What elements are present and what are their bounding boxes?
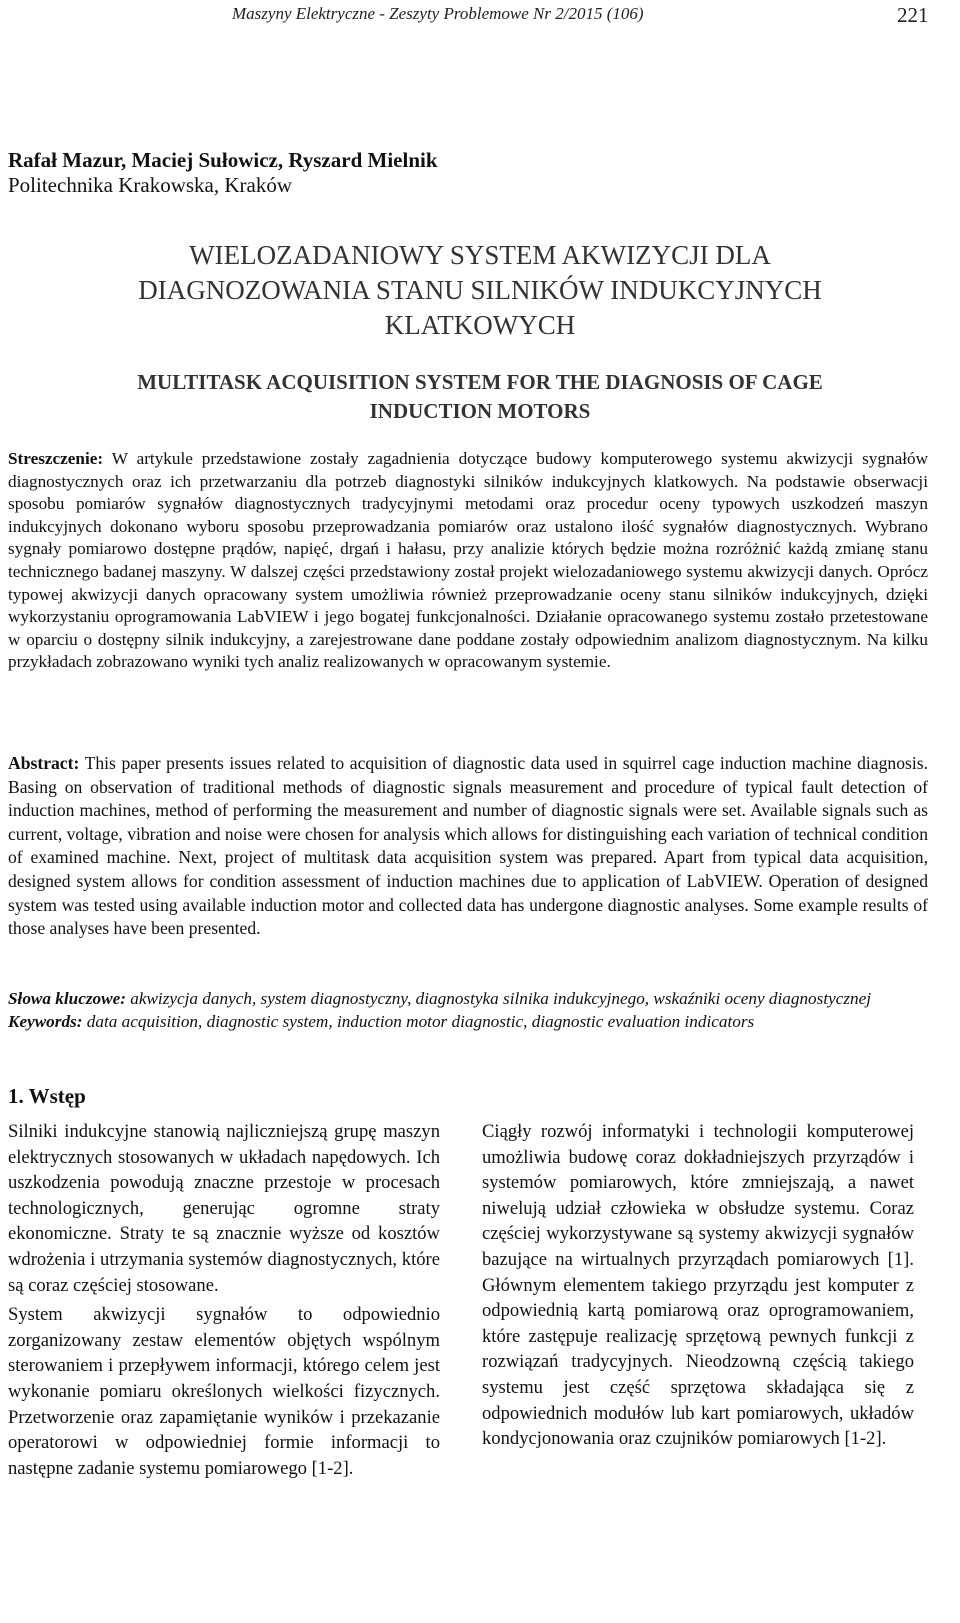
title-english-line: INDUCTION MOTORS bbox=[369, 399, 591, 423]
running-header bbox=[0, 0, 960, 40]
keywords-english bbox=[8, 1011, 928, 1034]
paragraph: Ciągły rozwój informatyki i technologii komputerowej umożliwia budowę coraz dokładniejszych przyrządów i systemów pomiarowych, które zmniejszają, a nawet niwelują udział człowieka w obsłudze systemu. Coraz częściej wykorzystywane są systemy akwizycji sygnałów bazujące na wirtualnych przyrządach pomiarowych [1]. Głównym elementem takiego przyrządu jest komputer z odpowiednią kartą pomiarową oraz oprogramowaniem, które zastępuje realizację sprzętową pewnych funkcji z rozwiązań tradycyjnych. Nieodzowną częścią takiego systemu jest część sprzętowa składająca się z odpowiednich modułów lub kart pomiarowych, układów kondycjonowania oraz czujników pomiarowych [1-2]. bbox=[482, 1121, 914, 1450]
keywords-english-text: data acquisition, diagnostic system, induction motor diagnostic, diagnostic evaluation indicators bbox=[82, 1011, 755, 1031]
paragraph: Silniki indukcyjne stanowią najliczniejszą grupę maszyn elektrycznych stosowanych w układach napędowych. Ich uszkodzenia powodują znaczne przestoje w procesach technologicznych, generując ogromne straty ekonomiczne. Straty te są znacznie wyższe od kosztów wdrożenia i utrzymania systemów diagnostycznych, które są coraz częściej stosowane. bbox=[8, 1121, 440, 1296]
title-english bbox=[0, 368, 960, 426]
title-polish bbox=[0, 238, 960, 343]
author-block bbox=[8, 148, 438, 198]
section-heading: 1. Wstęp bbox=[8, 1084, 86, 1108]
abstract-polish-text: W artykule przedstawione zostały zagadnienia dotyczące budowy komputerowego systemu akwizycji sygnałów diagnostycznych oraz ich przetwarzaniu dla potrzeb diagnostyki silników indukcyjnych klatkowych. Na podstawie obserwacji sposobu pomiarów sygnałów diagnostycznych tradycyjnymi metodami oraz procedur oceny typowych uszkodzeń maszyn indukcyjnych dokonano wyboru sposobu przeprowadzania pomiarów oraz ustalono ilość sygnałów diagnostycznych. Wybrano sygnały pomiarowo dostępne prądów, napięć, drgań i hałasu, przy analizie których będzie można rozróżnić każdą zmianę stanu technicznego badanej maszyny. W dalszej części przedstawiony został projekt wielozadaniowego systemu akwizycji danych. Oprócz typowej akwizycji danych opracowany system umożliwia również przeprowadzanie oceny stanu silników indukcyjnych, dzięki wykorzystaniu oprogramowania LabVIEW i jego bogatej funkcjonalności. Działanie opracowanego systemu zostało przetestowane w oparciu o dostępny silnik indukcyjny, a zarejestrowane dane poddane zostały odpowiednim analizom diagnostycznym. Na kilku przykładach zobrazowano wyniki tych analiz realizowanych w opracowanym systemie. bbox=[8, 449, 928, 672]
keywords-block bbox=[8, 988, 928, 1034]
column-left bbox=[8, 1119, 440, 1485]
keywords-polish-label: Słowa kluczowe: bbox=[8, 989, 126, 1008]
title-polish-line: KLATKOWYCH bbox=[384, 310, 576, 340]
journal-title: Maszyny Elektryczne - Zeszyty Problemowe Nr 2/2015 (106) bbox=[232, 4, 644, 23]
keywords-polish bbox=[8, 988, 928, 1011]
title-polish-line: DIAGNOZOWANIA STANU SILNIKÓW INDUKCYJNYCH bbox=[138, 275, 822, 305]
abstract-english-text: This paper presents issues related to acquisition of diagnostic data used in squirrel cage induction machine diagnosis. Basing on observation of traditional methods of diagnostic signals measurement and procedure of typical fault detection of induction machines, method of performing the measurement and number of diagnostic signals were set. Available signals such as current, voltage, vibration and noise were chosen for analysis which allows for distinguishing each variation of technical condition of examined machine. Next, project of multitask data acquisition system was prepared. Apart from typical data acquisition, designed system allows for condition assessment of induction machines due to application of LabVIEW. Operation of designed system was tested using available induction motor and collected data has undergone diagnostic analyses. Some example results of those analyses have been presented. bbox=[8, 753, 928, 939]
author-names: Rafał Mazur, Maciej Sułowicz, Ryszard Mielnik bbox=[8, 148, 438, 172]
keywords-english-label: Keywords: bbox=[8, 1011, 83, 1031]
column-right bbox=[482, 1119, 914, 1456]
abstract-polish bbox=[8, 448, 928, 674]
author-affiliation: Politechnika Krakowska, Kraków bbox=[8, 173, 293, 197]
title-polish-line: WIELOZADANIOWY SYSTEM AKWIZYCJI DLA bbox=[189, 240, 771, 270]
title-english-line: MULTITASK ACQUISITION SYSTEM FOR THE DIAGNOSIS OF CAGE bbox=[137, 370, 823, 394]
abstract-polish-label: Streszczenie: bbox=[8, 449, 104, 468]
abstract-english bbox=[8, 752, 928, 941]
abstract-english-label: Abstract: bbox=[8, 753, 80, 773]
paragraph: System akwizycji sygnałów to odpowiednio zorganizowany zestaw elementów objętych wspólnym sterowaniem i przepływem informacji, którego celem jest wykonanie pomiaru określonych wielkości fizycznych. Przetworzenie oraz zapamiętanie wyników i przekazanie operatorowi w odpowiedniej formie informacji to następne zadanie systemu pomiarowego [1-2]. bbox=[8, 1304, 440, 1479]
page-number: 221 bbox=[897, 3, 929, 27]
keywords-polish-text: akwizycja danych, system diagnostyczny, diagnostyka silnika indukcyjnego, wskaźniki oceny diagnostycznej bbox=[125, 989, 872, 1008]
